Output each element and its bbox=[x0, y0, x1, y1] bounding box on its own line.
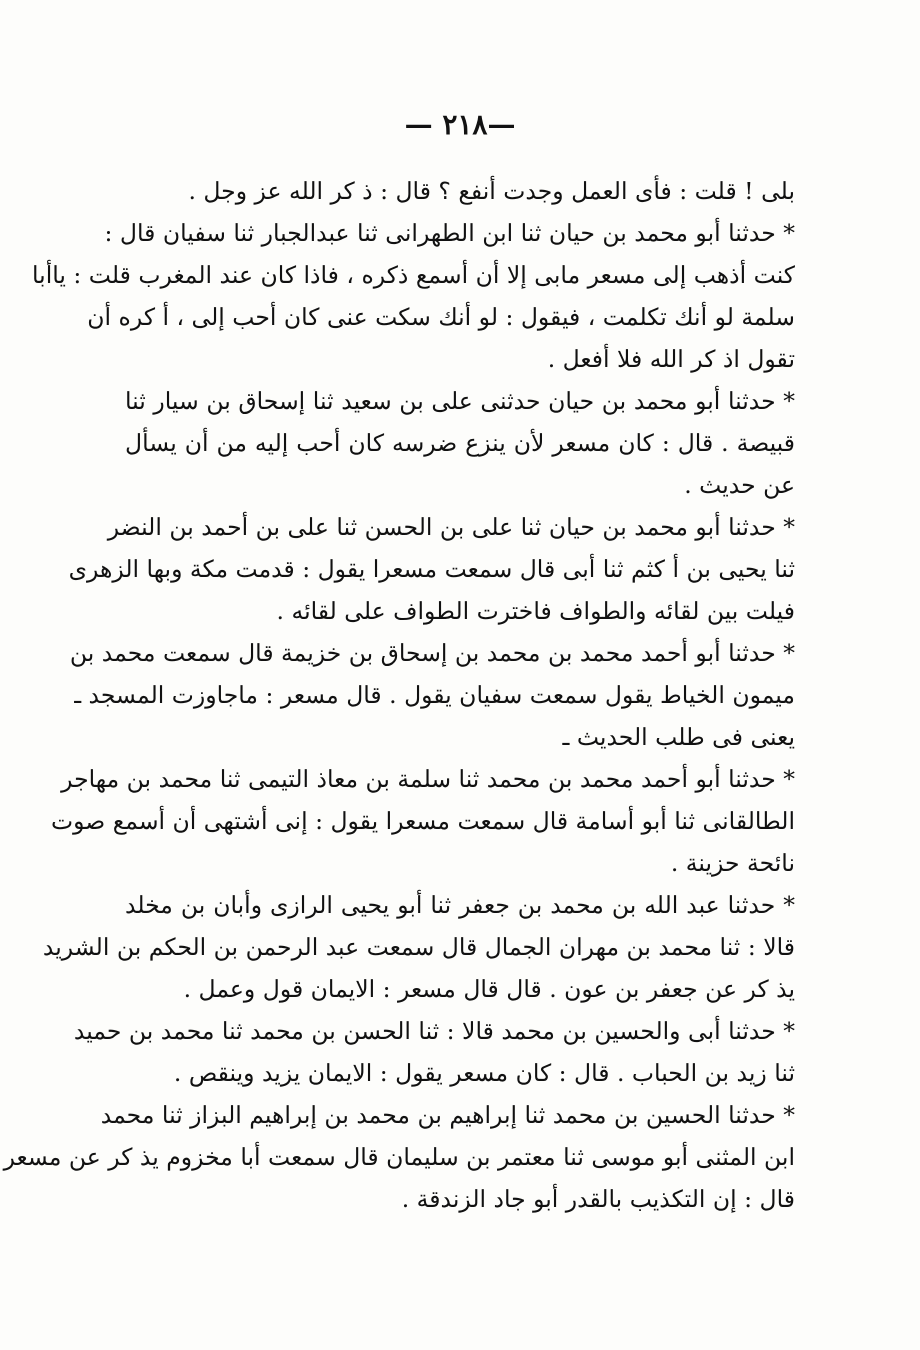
paragraph bbox=[125, 170, 795, 212]
text-line: * حدثنا أبو محمد بن حيان ثنا على بن الحسن ثنا على بن أحمد بن النضر bbox=[107, 513, 795, 541]
text-line: ميمون الخياط يقول سمعت سفيان يقول . قال مسعر : ماجاوزت المسجد ـ bbox=[74, 681, 795, 709]
text-line: * حدثنا الحسين بن محمد ثنا إبراهيم بن محمد بن إبراهيم البزاز ثنا محمد bbox=[100, 1101, 795, 1129]
paragraph bbox=[69, 632, 795, 758]
text-line: * حدثنا أبو محمد بن حيان ثنا ابن الطهرانى ثنا عبدالجبار ثنا سفيان قال : bbox=[104, 219, 795, 247]
text-line: فيلت بين لقائه والطواف فاخترت الطواف على لقائه . bbox=[276, 597, 795, 625]
text-line: يذ كر عن جعفر بن عون . قال قال مسعر : الايمان قول وعمل . bbox=[183, 975, 795, 1003]
text-line: ابن المثنى أبو موسى ثنا معتمر بن سليمان قال سمعت أبا مخزوم يذ كر عن مسعر bbox=[3, 1143, 795, 1171]
page-text-body bbox=[3, 170, 795, 1220]
text-line: * حدثنا أبو أحمد محمد بن محمد بن إسحاق بن خزيمة قال سمعت محمد بن bbox=[69, 639, 795, 667]
paragraph bbox=[51, 758, 795, 884]
text-line: قبيصة . قال : كان مسعر لأن ينزع ضرسه كان أحب إليه من أن يسأل bbox=[125, 429, 795, 457]
paragraph bbox=[32, 212, 795, 380]
text-line: سلمة لو أنك تكلمت ، فيقول : لو أنك سكت عنى كان أحب إلى ، أ كره أن bbox=[87, 303, 795, 331]
text-line: * حدثنا أبو أحمد محمد بن محمد ثنا سلمة بن معاذ التيمى ثنا محمد بن مهاجر bbox=[61, 765, 795, 793]
text-line: * حدثنا أبو محمد بن حيان حدثنى على بن سعيد ثنا إسحاق بن سيار ثنا bbox=[125, 387, 795, 415]
text-line: ثنا زيد بن الحباب . قال : كان مسعر يقول : الايمان يزيد وينقص . bbox=[173, 1059, 795, 1087]
paragraph bbox=[3, 1094, 795, 1220]
text-line: * حدثنا عبد الله بن محمد بن جعفر ثنا أبو يحيى الرازى وأبان بن مخلد bbox=[125, 891, 795, 919]
page-number: — ٢١٨— bbox=[404, 108, 516, 141]
text-line: نائحة حزينة . bbox=[670, 849, 795, 877]
text-line: ثنا يحيى بن أ كثم ثنا أبى قال سمعت مسعرا يقول : قدمت مكة وبها الزهرى bbox=[68, 555, 795, 583]
text-line: الطالقانى ثنا أبو أسامة قال سمعت مسعرا يقول : إنى أشتهى أن أسمع صوت bbox=[51, 807, 795, 835]
paragraph bbox=[68, 506, 795, 632]
paragraph bbox=[42, 884, 795, 1010]
text-line: عن حديث . bbox=[684, 471, 795, 499]
paragraph bbox=[125, 380, 795, 506]
text-line: يعنى فى طلب الحديث ـ bbox=[562, 723, 795, 751]
text-line: تقول اذ كر الله فلا أفعل . bbox=[547, 345, 795, 373]
text-line: قال : إن التكذيب بالقدر أبو جاد الزندقة . bbox=[401, 1185, 795, 1213]
text-line: * حدثنا أبى والحسين بن محمد قالا : ثنا الحسن بن محمد ثنا محمد بن حميد bbox=[73, 1017, 795, 1045]
text-line: بلى ! قلت : فأى العمل وجدت أنفع ؟ قال : ذ كر الله عز وجل . bbox=[188, 177, 795, 205]
text-line: قالا : ثنا محمد بن مهران الجمال قال سمعت عبد الرحمن بن الحكم بن الشريد bbox=[42, 933, 795, 961]
text-line: كنت أذهب إلى مسعر مابى إلا أن أسمع ذكره ، فاذا كان عند المغرب قلت : ياأبا bbox=[32, 261, 795, 289]
paragraph bbox=[73, 1010, 795, 1094]
